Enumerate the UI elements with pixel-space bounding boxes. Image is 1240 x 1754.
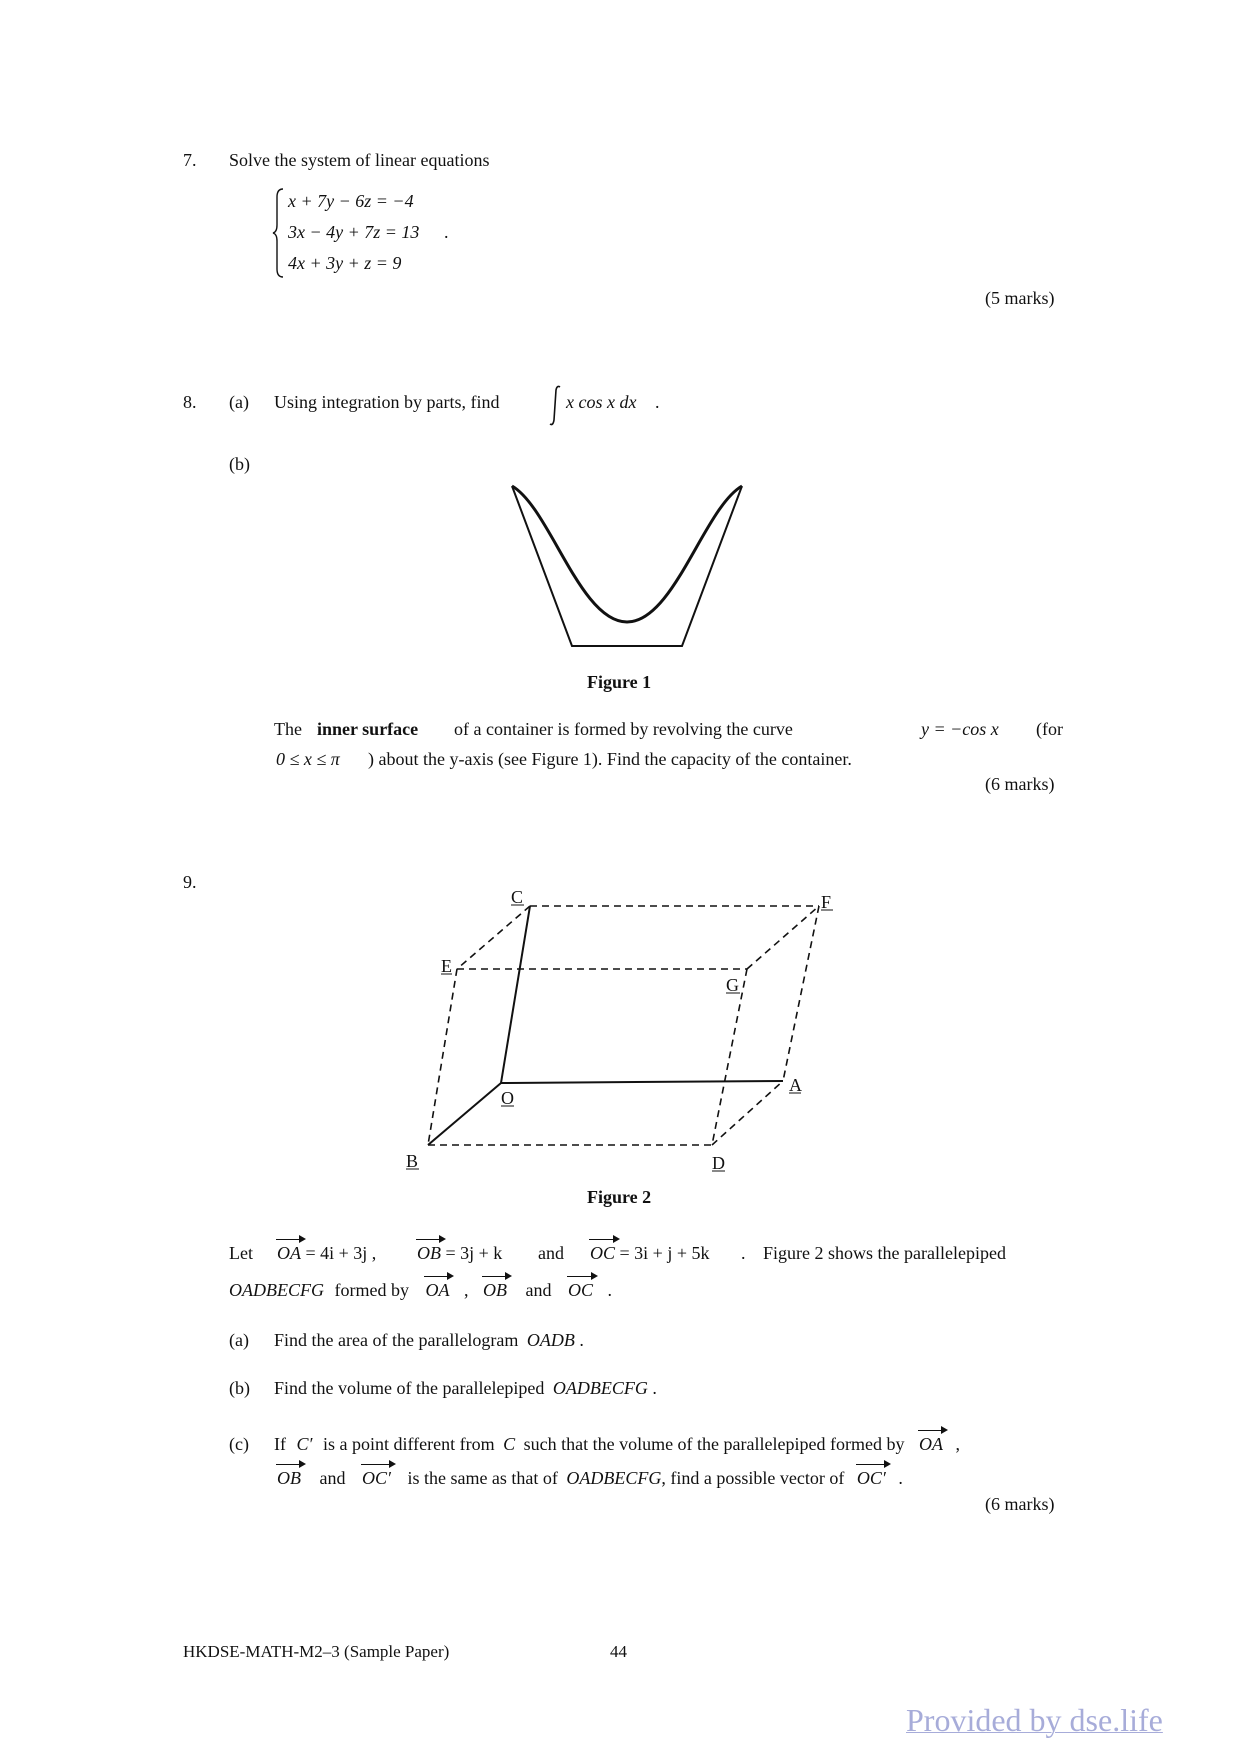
q8-text-bold: inner surface — [317, 719, 419, 739]
figure-2-parallelepiped — [400, 880, 860, 1180]
q9-shape-name: OADBECFG — [229, 1280, 324, 1300]
vertex-label-E: E — [441, 956, 452, 976]
q7-period: . — [444, 222, 449, 242]
q8-part-a-label: (a) — [229, 392, 249, 412]
figure-2-caption: Figure 2 — [587, 1187, 652, 1207]
q8-marks: (6 marks) — [985, 774, 1055, 794]
vertex-label-C: C — [511, 887, 524, 907]
vertex-label-B: B — [406, 1151, 419, 1171]
q8-curve: y = −cos x — [921, 719, 999, 739]
vertex-label-A: A — [789, 1075, 802, 1095]
q8-line2-rest: ) about the y-axis (see Figure 1). Find the capacity of the container. — [368, 749, 852, 769]
vector-OB-3: OB — [277, 1468, 301, 1488]
q9-part-c-cprime: C′ — [296, 1434, 313, 1454]
vector-OB: OB — [417, 1243, 441, 1263]
q8-part-a-integrand: x cos x dx — [566, 392, 637, 412]
vertex-label-O: O — [501, 1088, 514, 1108]
q9-part-c-period: . — [898, 1468, 903, 1488]
edge-CE — [457, 906, 530, 969]
q9-let: Let — [229, 1243, 253, 1263]
q9-oc-expr — [590, 1243, 709, 1264]
q9-ob-expr — [417, 1243, 502, 1264]
q9-part-c-shape: OADBECFG — [566, 1468, 662, 1488]
q8-number: 8. — [183, 392, 197, 412]
q8-part-a-period: . — [655, 392, 660, 412]
q9-and-1: and — [538, 1243, 564, 1263]
vector-OA-2: OA — [425, 1280, 450, 1300]
q9-shows: Figure 2 shows the parallelepiped — [763, 1243, 1006, 1263]
q9-part-c-same: is the same as that of — [407, 1468, 558, 1488]
figure-1-container — [500, 478, 750, 650]
q9-part-c-line-1 — [274, 1434, 960, 1455]
q9-part-c-rest: such that the volume of the parallelepiped formed by — [523, 1434, 905, 1454]
q9-oa-expr — [277, 1243, 376, 1264]
q9-line-2 — [229, 1280, 612, 1301]
q9-part-c-label: (c) — [229, 1434, 249, 1454]
q9-oa-value: = 4i + 3j , — [305, 1243, 377, 1263]
q9-part-a-shape: OADB — [526, 1330, 575, 1350]
footer-paper-code: HKDSE-MATH-M2–3 (Sample Paper) — [183, 1642, 450, 1661]
q7-left-brace — [272, 187, 286, 279]
q9-period-2: . — [607, 1280, 612, 1300]
q9-oc-value: = 3i + j + 5k — [619, 1243, 710, 1263]
q9-marks: (6 marks) — [985, 1494, 1055, 1514]
q9-ob-value: = 3j + k — [445, 1243, 503, 1263]
q8-domain-prefix: (for — [1036, 719, 1063, 739]
q9-part-b-label: (b) — [229, 1378, 250, 1398]
q7-equation-1: x + 7y − 6z = −4 — [288, 191, 414, 211]
edge-OC — [501, 906, 530, 1083]
q9-part-c-mid: is a point different from — [322, 1434, 495, 1454]
q8-part-b-label: (b) — [229, 454, 250, 474]
q7-marks: (5 marks) — [985, 288, 1055, 308]
q9-part-a-label: (a) — [229, 1330, 249, 1350]
vector-OA: OA — [277, 1243, 301, 1263]
q9-part-c-find: , find a possible vector of — [661, 1468, 845, 1488]
integral-sign-icon — [548, 384, 564, 428]
footer-page-number: 44 — [610, 1642, 627, 1661]
vector-OC-2: OC — [567, 1280, 593, 1300]
q9-part-a: Find the area of the parallelogram OADB . — [274, 1330, 584, 1350]
q9-part-b-shape: OADBECFG — [552, 1378, 648, 1398]
vector-OB-2: OB — [482, 1280, 507, 1300]
q9-part-c-and: and — [319, 1468, 346, 1488]
q9-part-c-line-2 — [277, 1468, 903, 1489]
vector-OC: OC — [590, 1243, 616, 1263]
q8-text-rest: of a container is formed by revolving the curve — [454, 719, 793, 739]
q8-part-a-text: Using integration by parts, find — [274, 392, 500, 412]
q9-part-c-if: If — [274, 1434, 286, 1454]
vertex-label-F: F — [821, 892, 832, 912]
figure-1-caption: Figure 1 — [587, 672, 652, 692]
edge-FA — [783, 906, 819, 1081]
q9-part-b-text: Find the volume of the parallelepiped — [274, 1378, 545, 1398]
q9-comma: , — [463, 1280, 469, 1300]
q9-and-2: and — [525, 1280, 552, 1300]
q7-number: 7. — [183, 150, 197, 170]
vector-OC-prime: OC′ — [362, 1468, 391, 1488]
vector-OA-3: OA — [918, 1434, 943, 1454]
q9-formed-by: formed by — [334, 1280, 409, 1300]
vertex-label-D: D — [712, 1153, 725, 1173]
q8-domain: 0 ≤ x ≤ π — [276, 749, 340, 769]
q9-number: 9. — [183, 872, 197, 892]
vertex-label-G: G — [726, 975, 739, 995]
q7-prompt: Solve the system of linear equations — [229, 150, 490, 170]
q9-part-c-comma: , — [955, 1434, 960, 1454]
edge-EB — [428, 969, 457, 1145]
edge-OA — [501, 1081, 783, 1083]
edge-OB — [428, 1083, 501, 1145]
q9-part-c-c: C — [503, 1434, 516, 1454]
q7-equation-2: 3x − 4y + 7z = 13 — [288, 222, 420, 242]
q9-part-b: Find the volume of the parallelepiped OADBECFG . — [274, 1378, 657, 1398]
q9-period-1: . — [741, 1243, 746, 1263]
q9-part-a-text: Find the area of the parallelogram — [274, 1330, 519, 1350]
q8-text-the: The — [274, 719, 302, 739]
q7-equation-3: 4x + 3y + z = 9 — [288, 253, 402, 273]
vector-OC-prime-2: OC′ — [856, 1468, 886, 1488]
watermark-link[interactable]: Provided by dse.life — [906, 1702, 1163, 1738]
